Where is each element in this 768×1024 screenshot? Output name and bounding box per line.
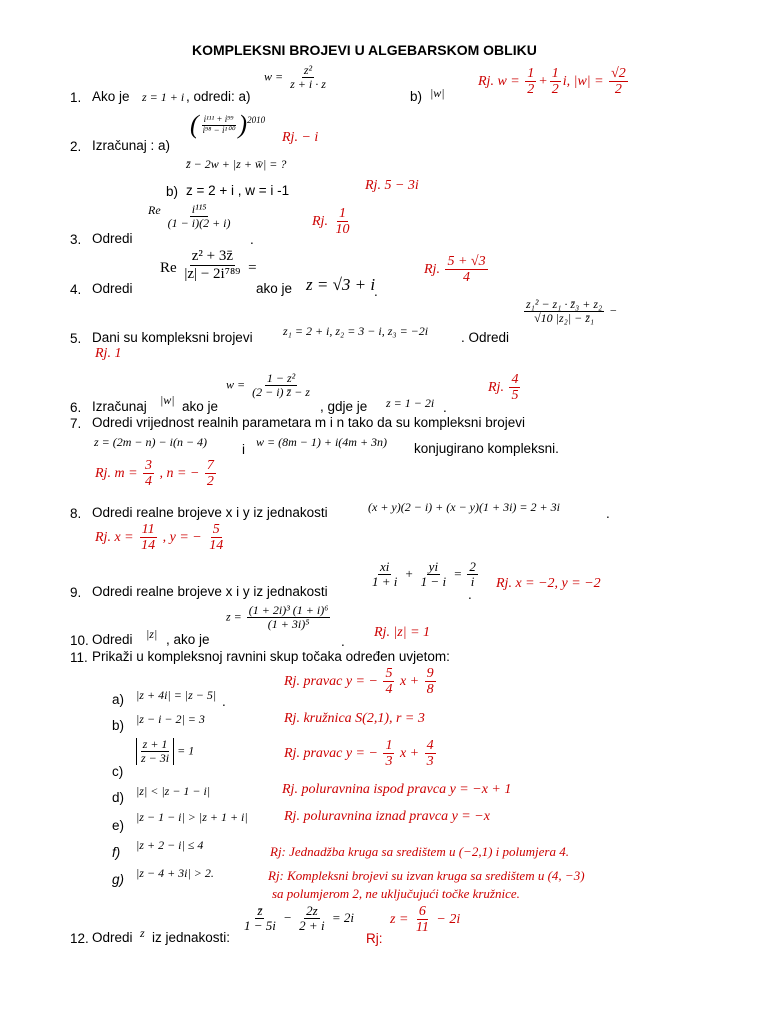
ans-den: 4 (463, 270, 471, 286)
ans-x-num: 11 (141, 522, 155, 537)
ans-f2-den: 3 (426, 754, 434, 770)
ans-f1-num: 5 (385, 666, 393, 681)
w-denominator: (2 − i) z̄ − z (252, 385, 310, 400)
f2-num: 2z (306, 903, 318, 918)
problem-6-gdje: , gdje je (320, 399, 368, 414)
problem-8-dot: . (606, 506, 610, 521)
problem-4-number: 4. (70, 282, 82, 297)
problem-11g-cond: |z − 4 + 3i| > 2. (136, 866, 214, 880)
expr-den: i⁹⁸ − i¹⁰⁰ (202, 124, 235, 135)
problem-5-zs: z₁ = 2 + i, z₂ = 3 − i, z₃ = −2i (283, 324, 429, 338)
ans-mid: x + (399, 746, 420, 762)
expr-num: z² + 3z̄ (191, 248, 234, 264)
problem-7-text: Odredi vrijednost realnih parametara m i n tako da su kompleksni brojevi (92, 415, 525, 430)
problem-7-tail: konjugirano kompleksni. (414, 441, 559, 456)
expr-num: i¹¹⁵ (191, 202, 207, 216)
problem-11d-label: d) (112, 790, 125, 805)
problem-6-w (226, 372, 314, 399)
page-title: KOMPLEKSNI BROJEVI U ALGEBARSKOM OBLIKU (192, 42, 537, 58)
problem-11g-answer-line2: sa polumjerom 2, ne uključujući točke kružnice. (272, 886, 520, 901)
f1-den: 1 + i (372, 574, 398, 590)
f2-den: 1 − i (420, 574, 447, 590)
problem-10-answer (374, 625, 430, 641)
expr-eq: = (248, 260, 257, 276)
ans-label: Rj. (312, 214, 328, 230)
ans-den: 11 (415, 920, 429, 936)
ans-f1-den: 4 (385, 682, 393, 698)
problem-1-text-b: , odredi: a) (186, 89, 251, 104)
problem-5-tail: . Odredi (461, 330, 510, 345)
problem-5-answer: Rj. 1 (95, 346, 122, 361)
problem-11b-label: b) (112, 718, 125, 733)
problem-3-answer (312, 206, 353, 238)
ans-x-den: 14 (141, 538, 156, 554)
ans-mid: x + (399, 674, 420, 690)
problem-11c-label: c) (112, 764, 124, 779)
problem-11g-label: g) (112, 872, 125, 887)
problem-5-text: Dani su kompleksni brojevi (92, 330, 253, 345)
ans-den: 10 (335, 222, 350, 238)
problem-11f-cond: |z + 2 − i| ≤ 4 (136, 838, 204, 852)
problem-8-text: Odredi realne brojeve x i y iz jednakosti (92, 505, 328, 520)
ans-i: i, (562, 74, 571, 90)
problem-6-absw: |w| (160, 393, 175, 407)
z-den: (1 + 3i)⁵ (267, 617, 310, 632)
ans-frac-num: 1 (527, 66, 535, 81)
ans-y-den: 14 (209, 538, 224, 554)
ans-frac-num-2: 1 (551, 66, 559, 81)
problem-6-dot: . (443, 400, 447, 415)
cond-tail: = 1 (177, 743, 195, 758)
ans-y: , y = − (162, 530, 202, 546)
problem-11e-cond: |z − 1 − i| > |z + 1 + i| (136, 810, 248, 824)
problem-9-eq (368, 560, 480, 590)
problem-12-answer (390, 904, 460, 936)
ans-tail: − 2i (436, 912, 461, 928)
w-numerator: z² (303, 63, 313, 77)
problem-3-dot: . (250, 232, 254, 247)
problem-9-dot: . (468, 587, 472, 602)
problem-11-number: 11. (70, 650, 88, 665)
ans-sqrt-den: 2 (614, 82, 622, 98)
problem-10-dot: . (341, 634, 345, 649)
problem-12-eq (240, 904, 354, 934)
problem-11a-answer (284, 666, 438, 698)
ans-sqrt-num: √2 (611, 66, 626, 81)
problem-9-number: 9. (70, 585, 82, 600)
problem-7-z: z = (2m − n) − i(n − 4) (94, 435, 208, 449)
eq: = (453, 565, 463, 581)
problem-5-number: 5. (70, 331, 82, 346)
problem-6-text: Izračunaj (92, 399, 147, 414)
problem-11d-cond: |z| < |z − 1 − i| (136, 784, 211, 798)
ans-f2-den: 8 (426, 682, 434, 698)
f3-num: 2 (469, 559, 476, 574)
f3-den: i (470, 574, 475, 590)
problem-11a-label: a) (112, 692, 125, 707)
problem-2-number: 2. (70, 139, 82, 154)
problem-4-dot: . (374, 284, 378, 299)
problem-7-number: 7. (70, 416, 82, 431)
problem-2-answer-b: Rj. 5 − 3i (365, 178, 419, 193)
z-num: (1 + 2i)³ (1 + i)⁶ (248, 603, 329, 617)
ans-n: , n = − (159, 466, 200, 482)
problem-9-text: Odredi realne brojeve x i y iz jednakosti (92, 584, 328, 599)
ans-y-num: 5 (212, 522, 220, 537)
problem-10-text: Odredi (92, 632, 133, 647)
ans-abs: |w| = (573, 74, 604, 90)
problem-3-number: 3. (70, 232, 82, 247)
re-label: Re (148, 203, 161, 217)
problem-2-equation: z̄ − 2w + |z + w̄| = ? (186, 157, 287, 171)
problem-6-z: z = 1 − 2i (386, 396, 435, 410)
problem-2-b-text: z = 2 + i , w = i -1 (186, 183, 290, 198)
expr-num: z₁² − z₁ · z̄₃ + z₂ (526, 297, 603, 311)
ans-label: Rj. (95, 466, 111, 482)
f2-num: yi (428, 559, 439, 574)
expr-den: √10 |z₂| − z̄₁ (534, 311, 595, 326)
ans-n-den: 2 (206, 474, 214, 490)
problem-2-text: Izračunaj : a) (92, 138, 171, 153)
ans-x: x = (114, 530, 134, 546)
ans-num: 6 (418, 904, 426, 919)
problem-7-i: i (242, 442, 245, 457)
problem-4-expr (160, 248, 257, 282)
problem-11e-label: e) (112, 818, 125, 833)
problem-11f-answer: Rj: Jednadžba kruga sa središtem u (−2,1) i polumjera 4. (270, 844, 569, 859)
ans-w: w = (497, 74, 520, 90)
cond-den: z − 3i (141, 751, 170, 766)
ans-n-num: 7 (206, 458, 214, 473)
ans-expr: |z| = 1 (393, 625, 431, 640)
problem-8-eq: (x + y)(2 − i) + (x − y)(1 + 3i) = 2 + 3i (368, 500, 560, 514)
problem-12-tail: iz jednakosti: (152, 930, 231, 945)
problem-2-answer-a: Rj. − i (282, 130, 319, 145)
problem-12-number: 12. (70, 931, 89, 946)
w-left: w = (226, 377, 246, 392)
ans-label: Rj. (424, 262, 440, 278)
f2-den: 2 + i (299, 918, 325, 934)
problem-1-text: Ako je (92, 89, 130, 104)
problem-6-number: 6. (70, 400, 82, 415)
ans-m: m = (114, 466, 138, 482)
ans-num: 4 (511, 372, 519, 387)
expr-num: i¹¹¹ + i⁹⁹ (203, 113, 234, 124)
ans-f1-num: 1 (385, 738, 393, 753)
problem-12-rj: Rj: (366, 931, 383, 946)
w-left: w = (264, 69, 284, 84)
cond-num: z + 1 (142, 737, 168, 751)
ans-f2-num: 9 (426, 666, 434, 681)
ans-label: Rj. (95, 530, 111, 546)
problem-1-b-label: b) (410, 89, 423, 104)
f1-num: xi (380, 559, 390, 574)
problem-10-mid: , ako je (166, 632, 210, 647)
ans-label: Rj. (488, 380, 504, 396)
problem-11a-cond: |z + 4i| = |z − 5| (136, 688, 217, 702)
eq: = 2i (331, 909, 354, 925)
problem-1-number: 1. (70, 90, 82, 105)
problem-11b-cond: |z − i − 2| = 3 (136, 712, 205, 726)
ans-den: 5 (511, 388, 519, 404)
problem-7-w: w = (8m − 1) + i(4m + 3n) (256, 435, 388, 449)
problem-7-answer (95, 458, 218, 490)
problem-9-answer: Rj. x = −2, y = −2 (496, 576, 601, 591)
f1-num: z̄ (257, 903, 263, 918)
problem-12-z: z (140, 926, 145, 940)
problem-11b-answer: Rj. kružnica S(2,1), r = 3 (284, 711, 425, 726)
problem-4-answer (424, 254, 490, 286)
w-denominator: z + i · z (290, 77, 326, 92)
problem-3-text: Odredi (92, 231, 133, 246)
ans-f2-num: 4 (426, 738, 434, 753)
problem-11d-answer: Rj. poluravnina ispod pravca y = −x + 1 (282, 782, 512, 797)
f1-den: 1 − 5i (244, 918, 276, 934)
problem-1-z: z = 1 + i (142, 90, 185, 104)
problem-4-mid: ako je (256, 281, 293, 296)
problem-8-answer (95, 522, 227, 554)
plus: + (404, 565, 414, 581)
problem-10-number: 10. (70, 633, 89, 648)
ans-f1-den: 3 (385, 754, 393, 770)
problem-11c-cond (136, 738, 194, 765)
problem-4-z: z = √3 + i (306, 275, 376, 294)
problem-6-mid: ako je (182, 399, 219, 414)
ans-z: z = (390, 912, 409, 928)
problem-5-expr (522, 298, 617, 325)
problem-11g-answer-line1: Rj: Kompleksni brojevi su izvan kruga sa središtem u (4, −3) (268, 868, 585, 883)
w-numerator: 1 − z² (266, 371, 296, 385)
problem-8-number: 8. (70, 506, 82, 521)
ans-pre: Rj. pravac y = − (284, 674, 378, 690)
problem-1-w (264, 64, 330, 91)
problem-1-answer: Rj. w = $\frac{1}{2}$ + $\frac{1}{2}$ i, |w| = $\frac{√2}{2}$ (478, 66, 626, 98)
problem-11a-tail: . (222, 694, 226, 709)
problem-10-absz: |z| (146, 627, 158, 641)
re-label: Re (160, 260, 177, 276)
ans-frac-den: 2 (527, 82, 535, 98)
expr-tail: − (609, 303, 618, 318)
ans-m-num: 3 (145, 458, 153, 473)
ans-label: Rj. (478, 74, 494, 90)
z-left: z = (226, 609, 242, 624)
problem-3-expr (148, 203, 235, 230)
expr-power: 2010 (247, 114, 266, 125)
ans-m-den: 4 (145, 474, 153, 490)
ans-num: 5 + √3 (447, 254, 486, 269)
expr-den: |z| − 2i⁷⁸⁹ (184, 265, 241, 282)
ans-frac-den-2: 2 (551, 82, 559, 98)
problem-11c-answer (284, 738, 438, 770)
ans-label: Rj. (374, 625, 390, 640)
problem-12-text: Odredi (92, 930, 133, 945)
ans-num: 1 (338, 206, 346, 221)
problem-11e-answer: Rj. poluravnina iznad pravca y = −x (284, 809, 490, 824)
problem-10-z (226, 604, 332, 631)
problem-11f-label: f) (112, 845, 121, 860)
problem-1-b-expr: |w| (430, 86, 445, 100)
problem-2-b-label: b) (166, 184, 179, 199)
problem-11-text: Prikaži u kompleksnoj ravnini skup točaka određen uvjetom: (92, 649, 450, 664)
problem-2-expr: ( $\frac{\text{i¹¹¹ + i⁹⁹}}{\text{i⁹⁸ − i¹⁰⁰}}$ )$^{2010}$ (190, 110, 266, 139)
problem-4-text: Odredi (92, 281, 133, 296)
problem-6-answer (488, 372, 522, 404)
minus: − (283, 909, 292, 925)
ans-pre: Rj. pravac y = − (284, 746, 378, 762)
expr-den: (1 − i)(2 + i) (167, 216, 231, 231)
